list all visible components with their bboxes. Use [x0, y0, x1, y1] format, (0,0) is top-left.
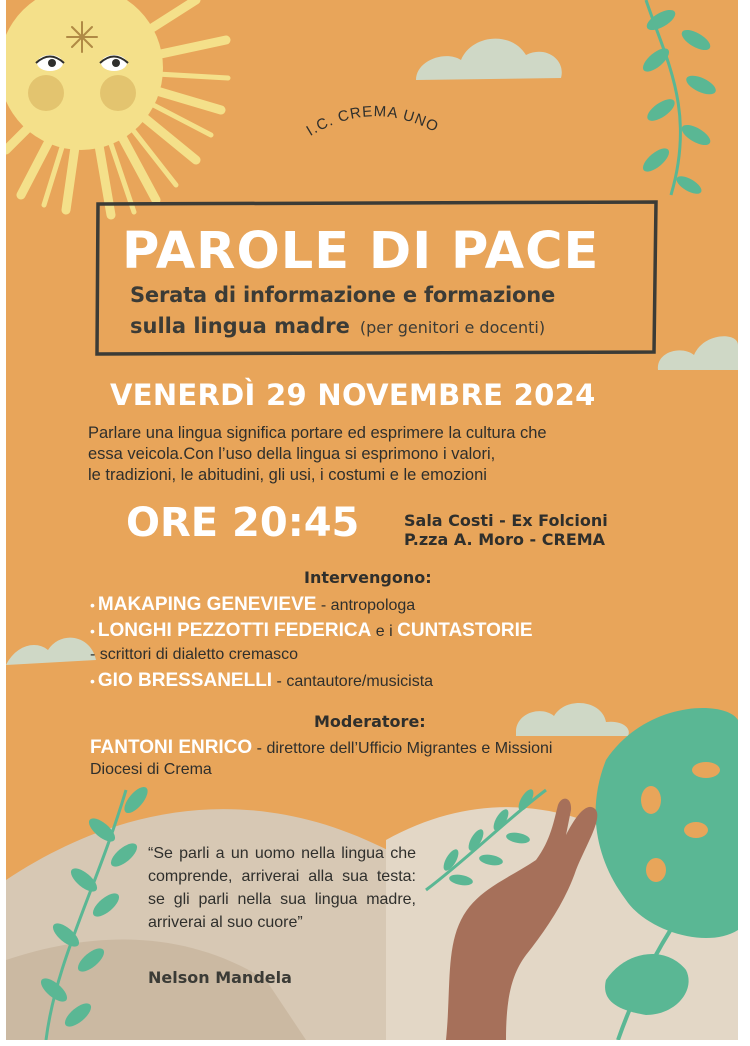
cloud-right	[658, 336, 738, 370]
intro-line: Parlare una lingua significa portare ed esprimere la cultura che	[88, 424, 547, 442]
speaker-role: - antropologa	[316, 597, 416, 614]
speakers-heading: Intervengono:	[304, 568, 432, 587]
speaker-1	[90, 594, 415, 616]
speaker-name: GIO BRESSANELLI	[97, 670, 273, 691]
event-title: PAROLE DI PACE	[122, 222, 600, 281]
bullet-icon: •	[90, 597, 95, 613]
moderator	[90, 737, 552, 759]
quote-author: Nelson Mandela	[148, 968, 292, 987]
speaker-2-role: - scrittori di dialetto cremasco	[90, 646, 299, 663]
intro-line: le tradizioni, le abitudini, gli usi, i costumi e le emozioni	[88, 466, 487, 484]
event-venue	[404, 511, 608, 549]
bullet-icon: •	[90, 623, 95, 639]
svg-text:I.C. CREMA UNO	[303, 103, 441, 140]
venue-line: Sala Costi - Ex Folcioni	[404, 511, 608, 530]
cloud-left	[6, 638, 96, 665]
cloud-mid	[516, 703, 629, 736]
venue-line: P.zza A. Moro - CREMA	[404, 530, 606, 549]
speaker-conjunction: e i	[371, 623, 398, 640]
subtitle-note: (per genitori e docenti)	[359, 318, 546, 337]
event-subtitle-line1: Serata di informazione e formazione	[130, 283, 555, 307]
speaker-name: MAKAPING GENEVIEVE	[97, 594, 317, 615]
moderator-name: FANTONI ENRICO	[90, 737, 253, 758]
moderator-role: - direttore dell’Ufficio Migrantes e Missioni	[252, 740, 553, 757]
speaker-role: - cantautore/musicista	[272, 673, 434, 690]
intro-paragraph	[88, 423, 678, 486]
moderator-role-line2: Diocesi di Crema	[90, 761, 212, 778]
speaker-2	[90, 620, 533, 642]
event-subtitle-line2	[130, 314, 545, 338]
school-name-arc	[6, 0, 738, 200]
event-time: ORE 20:45	[126, 500, 360, 546]
moderator-heading: Moderatore:	[314, 712, 426, 731]
bullet-icon: •	[90, 673, 95, 689]
school-name: I.C. CREMA UNO	[303, 103, 442, 140]
poster	[6, 0, 738, 1040]
subtitle-text: sulla lingua madre	[130, 314, 350, 338]
intro-line: essa veicola.Con l’uso della lingua si esprimono i valori,	[88, 445, 496, 463]
speaker-3	[90, 670, 433, 692]
speaker-name-2: CUNTASTORIE	[397, 620, 533, 641]
event-date: VENERDÌ 29 NOVEMBRE 2024	[110, 378, 596, 412]
quote: “Se parli a un uomo nella lingua che comprende, arriverai alla sua testa: se gli parli nella sua lingua madre, arriverai al suo cuore”	[148, 845, 416, 931]
speaker-name: LONGHI PEZZOTTI FEDERICA	[97, 620, 372, 641]
